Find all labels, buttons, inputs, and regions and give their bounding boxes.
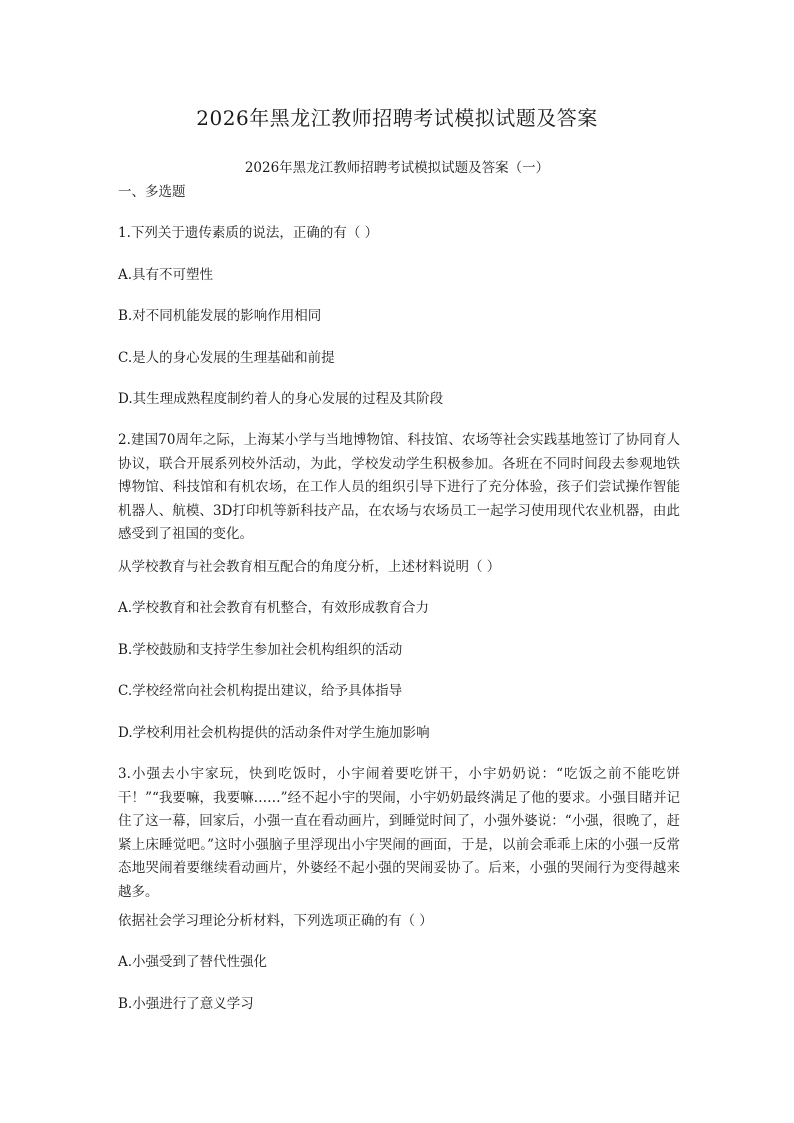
question-1-option-a: A.具有不可塑性 — [118, 267, 214, 283]
question-2-option-d: D.学校利用社会机构提供的活动条件对学生施加影响 — [118, 725, 430, 741]
question-1-option-b: B.对不同机能发展的影响作用相同 — [118, 308, 322, 324]
question-1-stem: 1.下列关于遗传素质的说法，正确的有（ ） — [118, 225, 379, 241]
question-1-option-c: C.是人的身心发展的生理基础和前提 — [118, 350, 335, 366]
question-3-option-a: A.小强受到了替代性强化 — [118, 954, 268, 970]
question-2-option-a: A.学校教育和社会教育有机整合，有效形成教育合力 — [118, 600, 430, 616]
question-3-material: 3.小强去小宇家玩，快到吃饭时，小宇闹着要吃饼干，小宇奶奶说：“吃饭之前不能吃饼干！”“我要嘛，我要嘛……”经不起小宇的哭闹，小宇奶奶最终满足了他的要求。小强目睹并记住了这一幕，回家后，小强一直在看动画片，到睡觉时间了，小强外婆说：“小强，很晚了，赶紧上床睡觉吧。”这时小强脑子里浮现出小宇哭闹的画面，于是，以前会乖乖上床的小强一反常态地哭闹着要继续看动画片，外婆经不起小强的哭闹妥协了。后来，小强的哭闹行为变得越来越多。 — [118, 766, 680, 900]
question-2-stem: 从学校教育与社会教育相互配合的角度分析，上述材料说明（ ） — [118, 559, 501, 575]
document-title: 2026年黑龙江教师招聘考试模拟试题及答案 — [196, 106, 598, 130]
document-subtitle: 2026年黑龙江教师招聘考试模拟试题及答案（一） — [244, 160, 550, 176]
question-2-option-c: C.学校经常向社会机构提出建议，给予具体指导 — [118, 683, 403, 699]
question-3-option-b: B.小强进行了意义学习 — [118, 996, 254, 1012]
question-1-option-d: D.其生理成熟程度制约着人的身心发展的过程及其阶段 — [118, 391, 444, 407]
question-2-material: 2.建国70周年之际，上海某小学与当地博物馆、科技馆、农场等社会实践基地签订了协同育人协议，联合开展系列校外活动，为此，学校发动学生积极参加。各班在不同时间段去参观地铁博物馆、科技馆和有机农场，在工作人员的组织引导下进行了充分体验，孩子们尝试操作智能机器人、航模、3D打印机等新科技产品，在农场与农场员工一起学习使用现代农业机器，由此感受到了祖国的变化。 — [118, 432, 680, 542]
question-2-option-b: B.学校鼓励和支持学生参加社会机构组织的活动 — [118, 642, 403, 658]
section-heading: 一、多选题 — [118, 184, 186, 200]
question-3-stem: 依据社会学习理论分析材料，下列选项正确的有（ ） — [118, 913, 433, 929]
